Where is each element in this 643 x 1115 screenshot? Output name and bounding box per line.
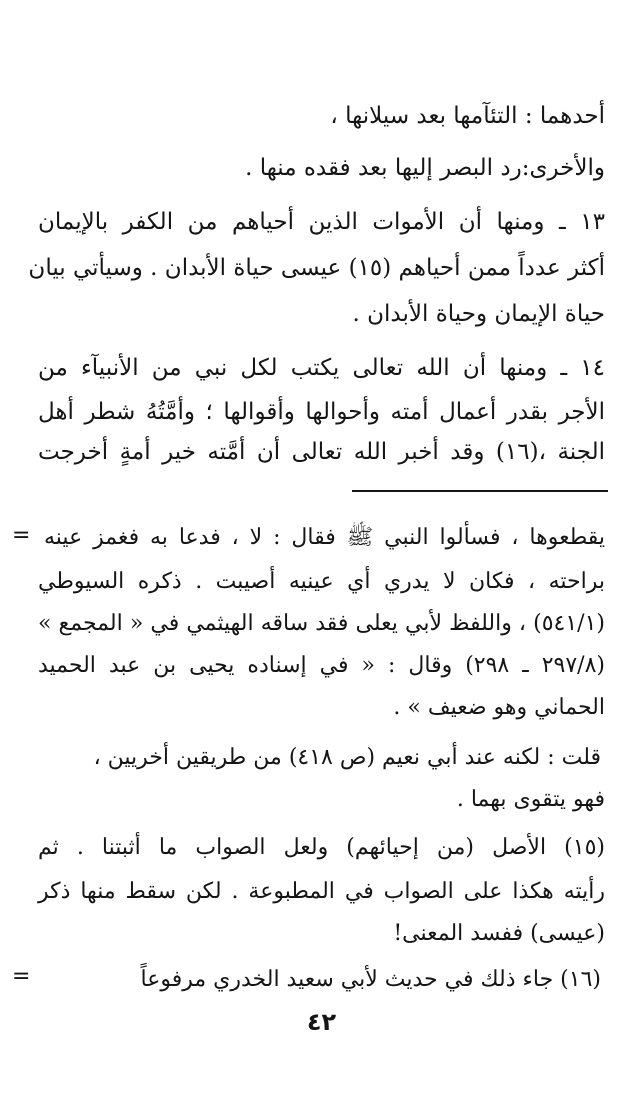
page-number: ٤٢	[306, 1008, 337, 1036]
footnote-line: (١٦) جاء ذلك في حديث لأبي سعيد الخدري مرفوعاً	[140, 967, 601, 992]
footnote-line: فهو يتقوى بهما .	[456, 787, 605, 812]
main-line: حياة الإيمان وحياة الأبدان .	[352, 301, 605, 327]
main-line: الأجر بقدر أعمال أمته وأحوالها وأقوالها ؛ وأمَّتُهُ شطر أهل	[38, 399, 605, 425]
main-line: ١٤ ـ ومنها أن الله تعالى يكتب لكل نبي من الأنبيآء من	[38, 355, 605, 381]
main-line: والأخرى:رد البصر إليها بعد فقده منها .	[245, 155, 605, 181]
continuation-mark: =	[12, 523, 31, 548]
footnote-line: الحماني وهو ضعيف » .	[393, 695, 605, 720]
footnote-line: يقطعوها ، فسألوا النبي ﷺ فقال : لا ، فدعا به فغمز عينه	[44, 525, 605, 550]
footnote-line: (٥٤١/١) ، واللفظ لأبي يعلى فقد ساقه الهيثمي في « المجمع »	[38, 611, 605, 636]
footnote-line: (٢٩٧/٨ ـ ٢٩٨) وقال : « في إسناده يحيى بن عبد الحميد	[38, 653, 605, 678]
footnote-separator	[352, 490, 608, 492]
continuation-mark: =	[12, 964, 31, 989]
footnote-line: (عيسى) ففسد المعنى!	[393, 921, 605, 946]
footnote-line: رأيته هكذا على الصواب في المطبوعة . لكن سقط منها ذكر	[38, 879, 605, 904]
main-line: ١٣ ـ ومنها أن الأموات الذين أحياهم من الكفر بالإيمان	[38, 209, 605, 235]
footnote-line: (١٥) الأصل (من إحيائهم) ولعل الصواب ما أثبتنا . ثم	[38, 835, 605, 860]
main-line: أكثر عدداً ممن أحياهم (١٥) عيسى حياة الأبدان . وسيأتي بيان	[28, 255, 605, 281]
main-line: أحدهما : التئآمها بعد سيلانها ،	[330, 103, 605, 129]
footnote-line: قلت : لكنه عند أبي نعيم (ص ٤١٨) من طريقين أخريين ،	[93, 745, 601, 770]
main-line: الجنة ،(١٦) وقد أخبر الله تعالى أن أمَّته خير أمةٍ أخرجت	[38, 439, 605, 465]
footnote-line: براحته ، فكان لا يدري أي عينيه أصيبت . ذكره السيوطي	[38, 569, 605, 594]
